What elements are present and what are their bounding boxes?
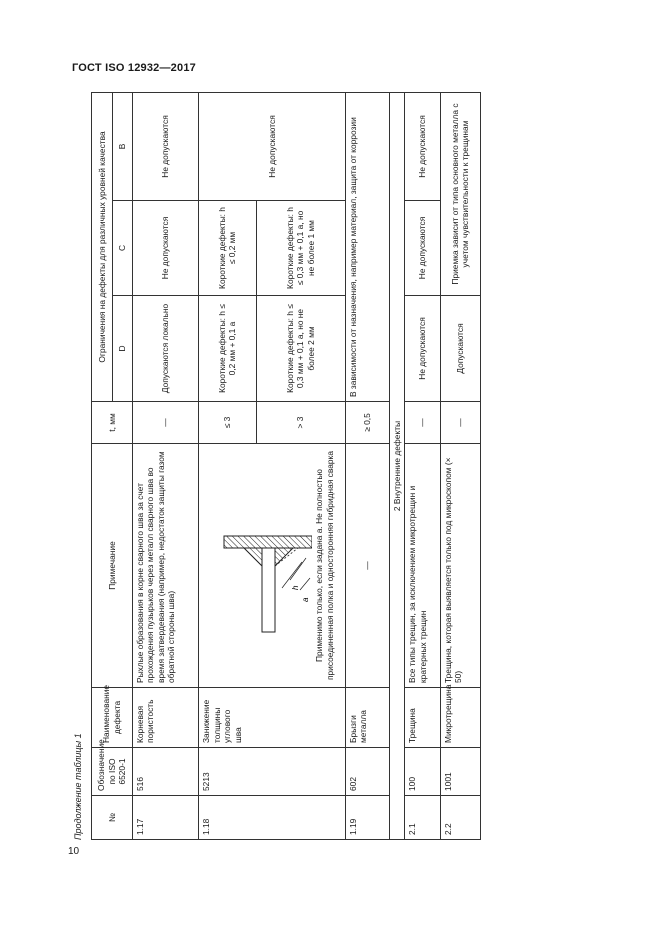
row-note: — [345,444,389,688]
defects-table [91,92,481,840]
row-limit-d: Допускаются локально [132,296,199,402]
row-limit-d: Допускаются [440,296,480,402]
row-code: 516 [132,748,199,796]
table-row [132,93,199,840]
row-code: 5213 [199,748,345,796]
section-title: 2 Внутренние дефекты [389,93,405,840]
row-limit-d: Короткие дефекты: h ≤ 0,3 мм + 0,1 a, но не более 2 мм [256,296,345,402]
row-limit-c: Не допускаются [405,201,441,296]
col-name-header: Наименование дефекта [92,688,133,748]
row-limit-c: Короткие дефекты: h ≤ 0,2 мм [199,201,257,296]
row-limit-c: Короткие дефекты: h ≤ 0,3 мм + 0,1 a, но не более 1 мм [256,201,345,296]
row-name: Занижение толщины углового шва [199,688,345,748]
fillet-weld-diagram [210,448,312,683]
table-continuation-caption: Продолжение таблицы 1 [73,733,83,840]
col-t-header: t, мм [92,402,133,444]
row-name: Брызги металла [345,688,389,748]
row-limit-b: Не допускаются [132,93,199,201]
col-d-header: D [112,296,132,402]
table-row [345,93,389,840]
row-limit-b: Не допускаются [405,93,441,201]
col-code-header: Обозначение по ISO 6520-1 [92,748,133,796]
row-name: Микротрещина [440,688,480,748]
row-num: 2.2 [440,796,480,840]
col-num-header: № [92,796,133,840]
document-title: ГОСТ ISO 12932—2017 [72,62,196,74]
row-name: Трещина [405,688,441,748]
row-note-text: Применимо только, если задана a. Не полностью присоединенная полка и односторонняя гибридная сварка [314,450,335,681]
row-note: Рыхлые образования в корне сварного шва за счет прохождения пузырьков через металл сварного шва во время затвердевания (например, недостаток защиты газом обратной стороны шва) [132,444,199,688]
row-name: Корневая пористость [132,688,199,748]
col-b-header: B [112,93,132,201]
row-t: > 3 [256,402,345,444]
row-t: ≥ 0,5 [345,402,389,444]
row-note-with-diagram [199,444,345,688]
row-num: 1.18 [199,796,345,840]
row-limit-merged: В зависимости от назначения, например материал, защита от коррозии [345,93,389,402]
table-row [440,93,480,840]
row-t: — [440,402,480,444]
row-limit-cb: Приемка зависит от типа основного металла с учетом чувствительности к трещинам [440,93,480,296]
row-note: Трещина, которая выявляется только под микроскопом (× 50) [440,444,480,688]
page-number: 10 [68,846,80,857]
row-t: ≤ 3 [199,402,257,444]
col-c-header: C [112,201,132,296]
row-code: 1001 [440,748,480,796]
row-num: 1.17 [132,796,199,840]
rotated-table-block [73,93,481,840]
section-header-row [389,93,405,840]
row-num: 1.19 [345,796,389,840]
row-num: 2.1 [405,796,441,840]
row-note: Все типы трещин, за исключением микротрещин и кратерных трещин [405,444,441,688]
table-row [405,93,441,840]
row-limit-b: Не допускаются [199,93,345,201]
table-row [199,93,257,840]
row-limit-d: Не допускаются [405,296,441,402]
weld-cross-section-drawing [210,481,312,651]
col-note-header: Примечание [92,444,133,688]
diagram-label-h: h [291,586,301,591]
row-limit-d: Короткие дефекты: h ≤ 0,2 мм + 0,1 a [199,296,257,402]
col-limits-header: Ограничения на дефекты для различных уровней качества [92,93,113,402]
table-header-row-1 [92,93,113,840]
row-t: — [132,402,199,444]
row-limit-c: Не допускаются [132,201,199,296]
row-code: 100 [405,748,441,796]
diagram-label-a: a [301,598,311,603]
row-t: — [405,402,441,444]
row-code: 602 [345,748,389,796]
